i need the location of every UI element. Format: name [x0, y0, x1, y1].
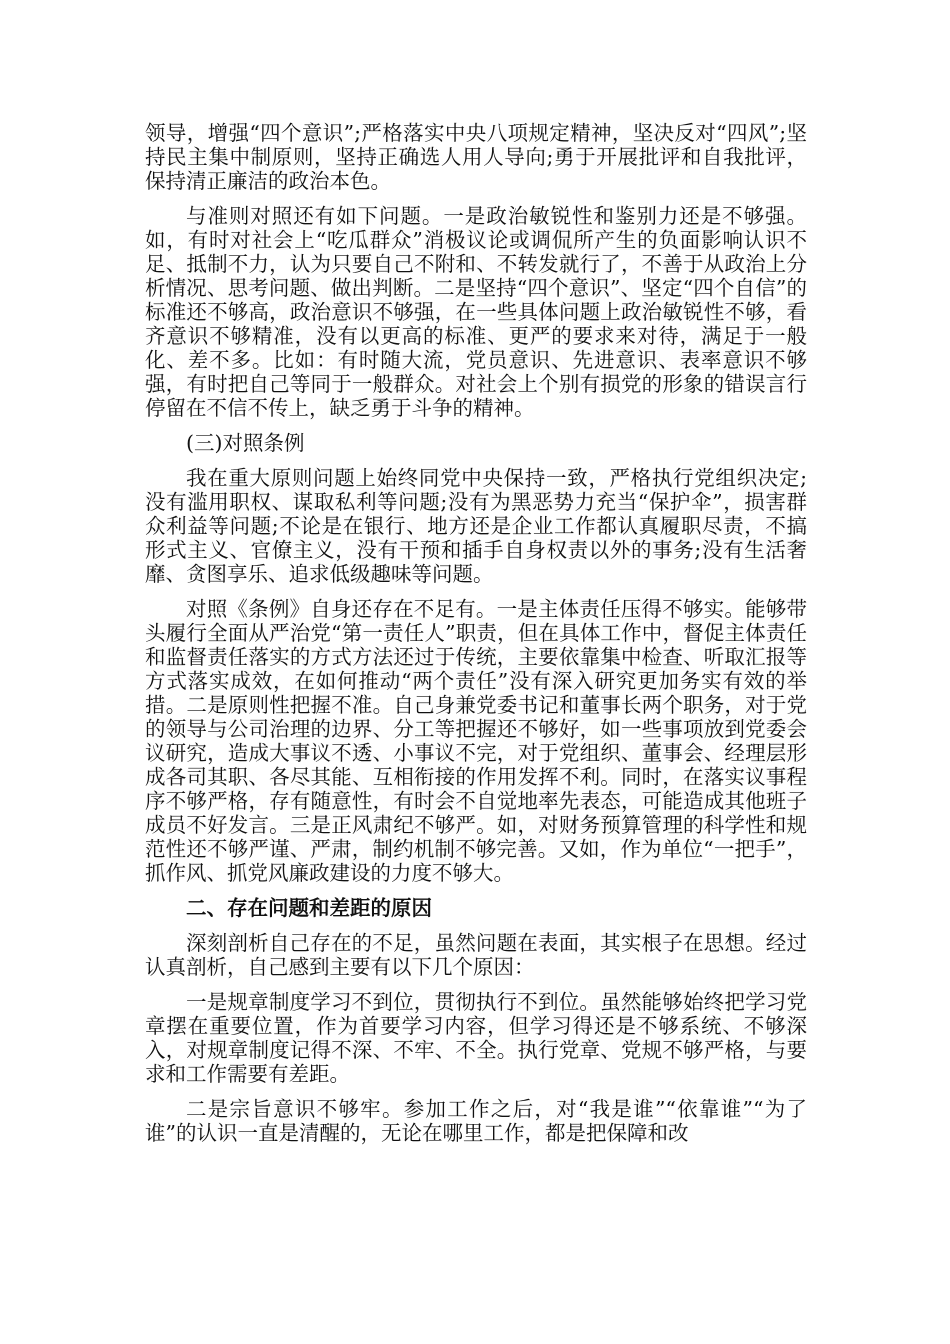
paragraph-causes-intro: 深刻剖析自己存在的不足，虽然问题在表面，其实根子在思想。经过认真剖析，自己感到主要有以下几个原因： — [145, 931, 807, 979]
subheading-regulations-comparison: (三)对照条例 — [186, 431, 305, 455]
section-heading-causes: 二、存在问题和差距的原因 — [186, 896, 432, 920]
paragraph-cause-one: 一是规章制度学习不到位，贯彻执行不到位。虽然能够始终把学习党章摆在重要位置，作为首要学习内容，但学习得还是不够系统、不够深入，对规章制度记得不深、不牢、不全。执行党章、党规不够严格，与要求和工作需要有差距。 — [145, 990, 807, 1086]
paragraph-principle-consistency: 我在重大原则问题上始终同党中央保持一致，严格执行党组织决定;没有滥用职权、谋取私利等问题;没有为黑恶势力充当“保护伞”，损害群众利益等问题;不论是在银行、地方还是企业工作都认真履职尽责，不搞形式主义、官僚主义，没有干预和插手自身权责以外的事务;没有生活奢靡、贪图享乐、追求低级趣味等问题。 — [145, 466, 807, 586]
paragraph-code-comparison-issues: 与准则对照还有如下问题。一是政治敏锐性和鉴别力还是不够强。如，有时对社会上“吃瓜群众”消极议论或调侃所产生的负面影响认识不足、抵制不力，认为只要自己不附和、不转发就行了，不善于从政治上分析情况、思考问题、做出判断。二是坚持“四个意识”、坚定“四个自信”的标准还不够高，政治意识不够强，在一些具体问题上政治敏锐性不够，看齐意识不够精准，没有以更高的标准、更严的要求来对待，满足于一般化、差不多。比如：有时随大流，党员意识、先进意识、表率意识不够强，有时把自己等同于一般群众。对社会上个别有损党的形象的错误言行停留在不信不传上，缺乏勇于斗争的精神。 — [145, 204, 807, 420]
document-page — [145, 121, 807, 1156]
paragraph-regulation-shortcomings: 对照《条例》自身还存在不足有。一是主体责任压得不够实。能够带头履行全面从严治党“第一责任人”职责，但在具体工作中，督促主体责任和监督责任落实的方式方法还过于传统，主要依靠集中检查、听取汇报等方式落实成效，在如何推动“两个责任”没有深入研究更加务实有效的举措。二是原则性把握不准。自己身兼党委书记和董事长两个职务，对于党的领导与公司治理的边界、分工等把握还不够好，如一些事项放到党委会议研究，造成大事议不透、小事议不完，对于党组织、董事会、经理层形成各司其职、各尽其能、互相衔接的作用发挥不利。同时，在落实议事程序不够严格，存有随意性，有时会不自觉地率先表态，可能造成其他班子成员不好发言。三是正风肃纪不够严。如，对财务预算管理的科学性和规范性还不够严谨、严肃，制约机制不够完善。又如，作为单位“一把手”，抓作风、抓党风廉政建设的力度不够大。 — [145, 597, 807, 885]
paragraph-cause-two: 二是宗旨意识不够牢。参加工作之后，对“我是谁”“依靠谁”“为了谁”的认识一直是清醒的，无论在哪里工作，都是把保障和改 — [145, 1097, 807, 1145]
paragraph-continued-leadership: 领导，增强“四个意识”;严格落实中央八项规定精神，坚决反对“四风”;坚持民主集中制原则，坚持正确选人用人导向;勇于开展批评和自我批评，保持清正廉洁的政治本色。 — [145, 121, 807, 193]
